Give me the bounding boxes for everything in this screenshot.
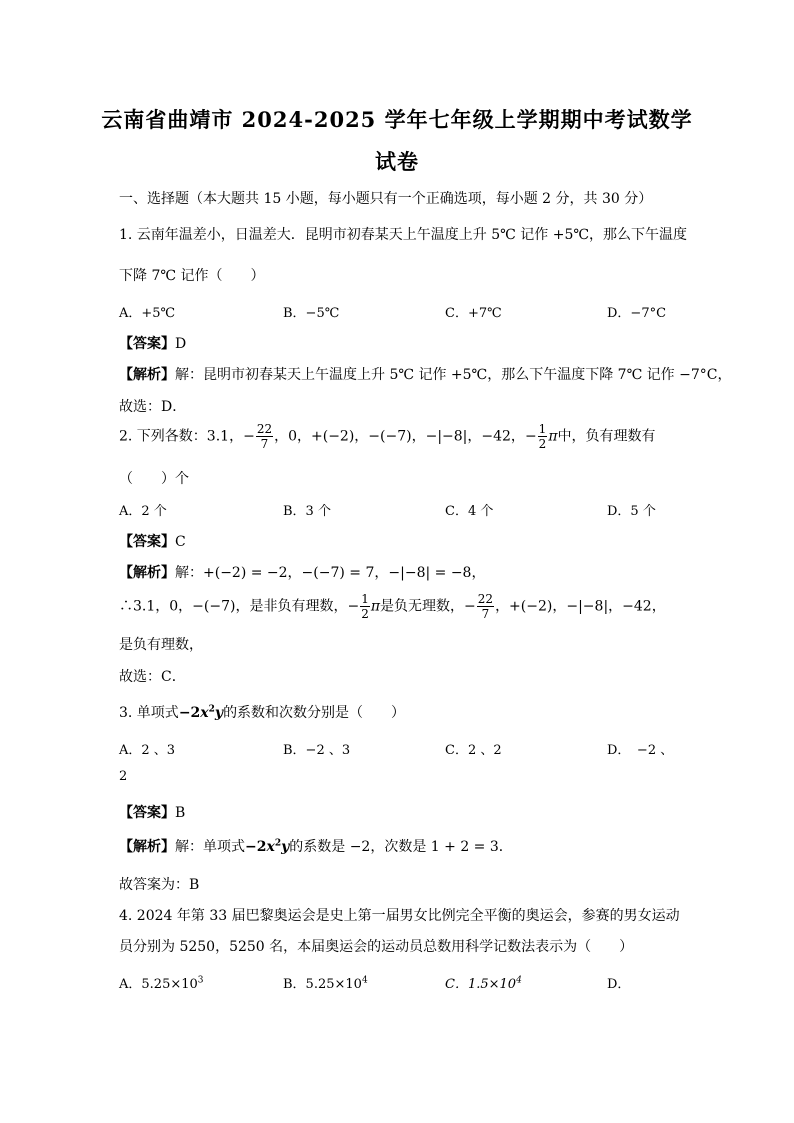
analysis-label: 【解析】 bbox=[119, 367, 175, 383]
q4-option-c-exp: 4 bbox=[516, 975, 522, 986]
answer-label: 【答案】 bbox=[119, 336, 175, 352]
q2-option-a: A．2 个 bbox=[119, 504, 167, 519]
q4-option-c bbox=[445, 973, 522, 992]
q2-stem-pre: 2. 下列各数：3.1， bbox=[119, 428, 244, 445]
q2-stem-end: 中，负有理数有 bbox=[557, 428, 656, 445]
q3-stem-post: 的系数和次数分别是（ ） bbox=[223, 705, 406, 721]
monomial-coef: −2 bbox=[245, 839, 267, 855]
q4-option-a bbox=[119, 973, 204, 992]
q2-stem-line2: （ ）个 bbox=[119, 471, 189, 487]
exam-title-line1: 云南省曲靖市 2024-2025 学年七年级上学期期中考试数学 bbox=[101, 107, 693, 132]
fraction-denominator: 7 bbox=[481, 607, 490, 621]
q2-analysis-line2 bbox=[119, 592, 666, 621]
q2-analysis-text: 解：+(−2) = −2，−(−7) = 7，−|−8| = −8， bbox=[175, 565, 486, 581]
q2-stem-post: ，0，+(−2)，−(−7)，−|−8|，−42， bbox=[274, 428, 525, 445]
q2-answer bbox=[119, 531, 186, 551]
q2-option-c: C．4 个 bbox=[445, 504, 494, 519]
q4-option-a-text: A．5.25×10 bbox=[119, 977, 198, 992]
q3-analysis-post: 的系数是 −2，次数是 1 + 2 = 3． bbox=[289, 839, 513, 855]
answer-label: 【答案】 bbox=[119, 534, 175, 550]
monomial-var-y: y bbox=[214, 705, 224, 721]
pi-symbol: π bbox=[548, 428, 558, 445]
fraction-denominator: 2 bbox=[538, 437, 547, 451]
monomial-exponent: 2 bbox=[274, 838, 282, 849]
q2-analysis-line3: 是负有理数， bbox=[119, 637, 203, 653]
q2-analysis-line4: 故选：C． bbox=[119, 669, 186, 685]
q3-answer-value: B bbox=[175, 805, 186, 821]
monomial bbox=[245, 839, 289, 855]
pi-symbol: π bbox=[370, 598, 381, 615]
fraction-denominator: 7 bbox=[260, 437, 269, 451]
q2-answer-value: C bbox=[175, 534, 186, 550]
monomial bbox=[179, 705, 223, 721]
q1-answer bbox=[119, 333, 186, 353]
q1-answer-value: D bbox=[175, 336, 187, 352]
q4-stem-line2: 员分别为 5250，5250 名，本届奥运会的运动员总数用科学记数法表示为（ ） bbox=[119, 939, 634, 955]
frac-sign: − bbox=[464, 598, 476, 615]
q3-analysis bbox=[119, 836, 513, 856]
q3-analysis-pre: 解：单项式 bbox=[175, 839, 245, 855]
q2-option-d: D．5 个 bbox=[607, 504, 656, 519]
q1-stem-line1: 1. 云南年温差小，日温差大．昆明市初春某天上午温度上升 5℃ 记作 +5℃，那么下午温度 bbox=[119, 227, 688, 243]
q2-analysis-pre: ∴3.1，0，−(−7)，是非负有理数， bbox=[119, 598, 348, 615]
q3-stem bbox=[119, 702, 405, 722]
monomial-exponent: 2 bbox=[208, 704, 215, 715]
q4-option-c-text: C．1.5×10 bbox=[445, 977, 517, 992]
q1-option-c: C．+7℃ bbox=[445, 306, 502, 321]
monomial-coef: −2 bbox=[178, 705, 201, 721]
q3-option-a: A．2 、3 bbox=[119, 743, 176, 758]
fraction-1-2 bbox=[360, 592, 370, 621]
frac-sign: − bbox=[243, 428, 255, 445]
q1-option-a: A．+5℃ bbox=[119, 306, 176, 321]
q2-analysis-line1 bbox=[119, 562, 485, 582]
q1-analysis-text: 解：昆明市初春某天上午温度上升 5℃ 记作 +5℃，那么下午温度下降 7℃ 记作 −7°C， bbox=[175, 367, 732, 383]
q3-stem-pre: 3. 单项式 bbox=[119, 705, 179, 721]
q4-option-b-text: B．5.25×10 bbox=[283, 977, 362, 992]
fraction-numerator: 1 bbox=[538, 422, 547, 436]
fraction-1-2 bbox=[538, 422, 548, 451]
q1-analysis-line2: 故选：D． bbox=[119, 399, 187, 415]
q3-option-d-wrap: 2 bbox=[119, 769, 128, 784]
q3-final: 故答案为：B bbox=[119, 877, 200, 893]
frac-sign: − bbox=[524, 428, 537, 445]
fraction-22-7 bbox=[477, 592, 494, 621]
fraction-numerator: 22 bbox=[256, 422, 273, 436]
answer-label: 【答案】 bbox=[119, 805, 175, 821]
analysis-label: 【解析】 bbox=[119, 839, 175, 855]
monomial-var-y: y bbox=[281, 839, 290, 855]
fraction-numerator: 22 bbox=[477, 592, 494, 606]
q2-analysis-mid: 是负无理数， bbox=[380, 598, 465, 615]
q1-analysis-line1 bbox=[119, 364, 732, 384]
fraction-22-7 bbox=[256, 422, 273, 451]
analysis-label: 【解析】 bbox=[119, 565, 175, 581]
section-heading: 一、选择题（本大题共 15 小题，每小题只有一个正确选项，每小题 2 分，共 30 分） bbox=[119, 191, 653, 207]
q1-stem-line2: 下降 7℃ 记作（ ） bbox=[119, 268, 265, 284]
q4-option-a-exp: 3 bbox=[197, 975, 204, 986]
q2-option-b: B．3 个 bbox=[283, 504, 331, 519]
fraction-denominator: 2 bbox=[361, 607, 369, 621]
q3-answer bbox=[119, 802, 185, 822]
q4-option-d: D． bbox=[607, 977, 631, 992]
q2-analysis-post: ，+(−2)，−|−8|，−42， bbox=[495, 598, 666, 615]
q1-option-b: B．−5℃ bbox=[283, 306, 340, 321]
monomial-var-x: x bbox=[200, 705, 209, 721]
exam-title-line2: 试卷 bbox=[375, 149, 419, 174]
q3-option-c: C．2 、2 bbox=[445, 743, 502, 758]
q4-stem-line1: 4. 2024 年第 33 届巴黎奥运会是史上第一届男女比例完全平衡的奥运会，参赛的男女运动 bbox=[119, 908, 680, 924]
monomial-var-x: x bbox=[266, 839, 275, 855]
q4-option-b-exp: 4 bbox=[361, 975, 368, 986]
q2-stem-line1 bbox=[119, 422, 656, 451]
frac-sign: − bbox=[347, 598, 360, 615]
q3-option-b: B．−2 、3 bbox=[283, 743, 351, 758]
fraction-numerator: 1 bbox=[361, 592, 369, 606]
q4-option-b bbox=[283, 973, 368, 992]
q1-option-d: D．−7°C bbox=[607, 306, 667, 321]
q3-option-d: D． −2 、 bbox=[607, 743, 674, 758]
